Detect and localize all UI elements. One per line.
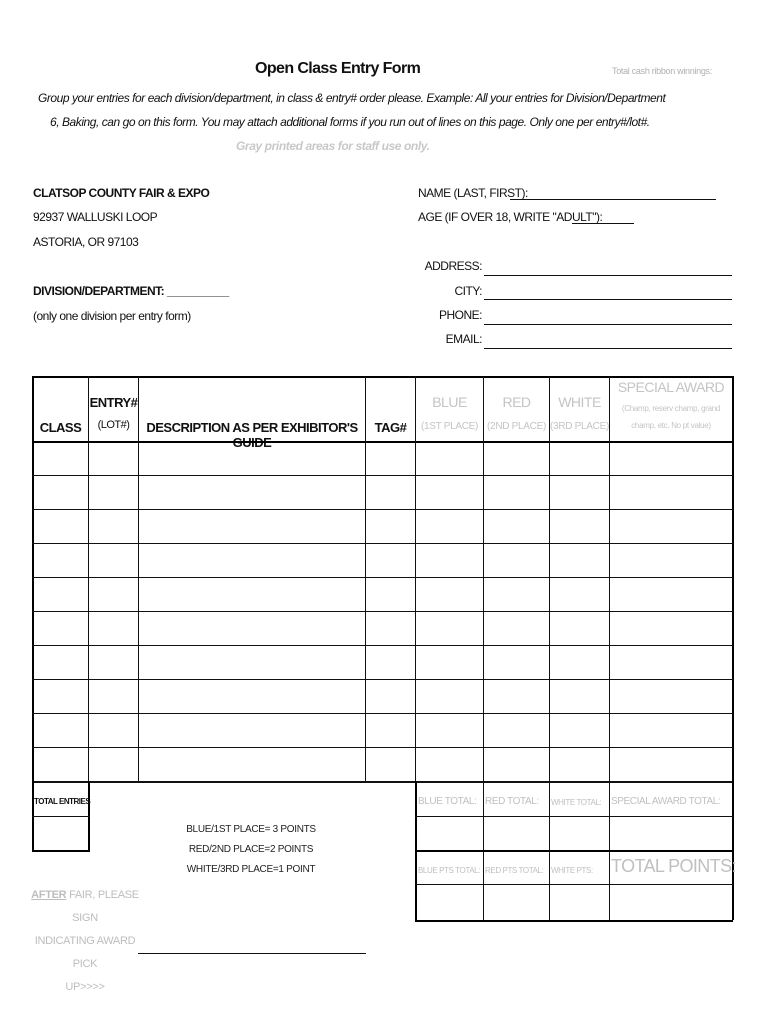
special-award-total-label: SPECIAL AWARD TOTAL: [611,796,721,807]
table-cell[interactable] [417,545,482,576]
table-cell[interactable] [417,443,482,474]
name-label: NAME (LAST, FIRST): [418,186,528,200]
total-points-label: TOTAL POINTS: [611,856,736,876]
table-cell[interactable] [611,443,731,474]
table-cell[interactable] [367,511,414,542]
col-header-red: RED [502,394,531,410]
table-cell[interactable] [551,647,608,678]
cash-winnings-note: Total cash ribbon winnings: [612,66,712,76]
points-red: RED/2ND PLACE=2 POINTS [188,844,314,855]
table-cell[interactable] [417,715,482,746]
table-cell[interactable] [367,477,414,508]
table-cell[interactable] [140,579,364,610]
city-label: CITY: [454,284,482,298]
totals-cell[interactable] [611,818,731,849]
table-cell[interactable] [611,511,731,542]
row-divider [32,509,733,510]
table-cell[interactable] [90,715,137,746]
row-divider [32,713,733,714]
table-cell[interactable] [367,681,414,712]
table-cell[interactable] [611,647,731,678]
column-divider [88,376,89,781]
column-divider [732,376,734,781]
totals-cell[interactable] [417,886,482,917]
table-cell[interactable] [485,715,548,746]
row-divider [32,679,733,680]
totals-cell[interactable] [551,886,608,917]
org-name: CLATSOP COUNTY FAIR & EXPO [33,186,210,200]
table-cell[interactable] [367,749,414,780]
table-cell[interactable] [140,545,364,576]
table-cell[interactable] [34,511,87,542]
table-cell[interactable] [417,613,482,644]
column-divider [415,376,416,781]
table-cell[interactable] [90,511,137,542]
age-label: AGE (IF OVER 18, WRITE "ADULT"): [418,210,603,224]
table-cell[interactable] [485,579,548,610]
row-divider [32,611,733,612]
total-entries-bottom [32,850,90,852]
table-cell[interactable] [485,443,548,474]
table-cell[interactable] [551,443,608,474]
table-cell[interactable] [551,749,608,780]
column-divider [138,376,139,781]
table-cell[interactable] [417,579,482,610]
totals-bottom-border [415,920,733,922]
table-cell[interactable] [90,443,137,474]
table-cell[interactable] [611,681,731,712]
staff-use-note: Gray printed areas for staff use only. [236,139,430,153]
table-cell[interactable] [551,681,608,712]
table-cell[interactable] [90,647,137,678]
table-cell[interactable] [140,613,364,644]
table-cell[interactable] [551,545,608,576]
table-cell[interactable] [140,715,364,746]
phone-label: PHONE: [438,308,482,322]
table-cell[interactable] [90,477,137,508]
table-cell[interactable] [485,749,548,780]
totals-cell[interactable] [485,886,548,917]
table-cell[interactable] [485,613,548,644]
table-cell[interactable] [417,647,482,678]
table-cell[interactable] [34,647,87,678]
column-divider [609,376,610,781]
totals-row-divider [415,816,733,817]
column-divider [483,376,484,781]
table-cell[interactable] [417,749,482,780]
row-divider [32,543,733,544]
table-cell[interactable] [611,749,731,780]
table-cell[interactable] [140,749,364,780]
table-cell[interactable] [90,749,137,780]
instructions-line-1: Group your entries for each division/department, in class & entry# order please. Example: All your entries for Division/Department [38,91,666,105]
total-entries-field[interactable] [35,818,87,849]
column-divider [549,376,550,781]
table-cell[interactable] [551,613,608,644]
row-divider [32,781,733,783]
table-cell[interactable] [140,511,364,542]
email-label: EMAIL: [445,332,482,346]
table-cell[interactable] [140,647,364,678]
table-cell[interactable] [90,613,137,644]
col-header-white-sub: (3RD PLACE) [550,421,609,432]
table-cell[interactable] [34,477,87,508]
table-cell[interactable] [367,545,414,576]
after-fair-note [30,884,140,999]
division-note: (only one division per entry form) [33,309,191,323]
total-entries-label: TOTAL ENTRIES [34,797,91,806]
table-cell[interactable] [611,579,731,610]
col-header-blue-sub: (1ST PLACE) [420,421,479,432]
table-cell[interactable] [611,715,731,746]
red-pts-total-label: RED PTS TOTAL: [485,866,544,875]
table-cell[interactable] [34,749,87,780]
totals-cell[interactable] [417,818,482,849]
totals-row-divider [415,850,733,852]
row-divider [32,747,733,748]
form-title: Open Class Entry Form [255,60,421,77]
table-cell[interactable] [611,613,731,644]
points-blue: BLUE/1ST PLACE= 3 POINTS [186,824,316,835]
col-header-lot: (LOT#) [97,419,130,431]
table-cell[interactable] [34,681,87,712]
address-label: ADDRESS: [424,259,482,273]
org-city: ASTORIA, OR 97103 [33,235,139,249]
row-divider [32,645,733,646]
red-total-label: RED TOTAL: [485,796,539,807]
instructions-line-2: 6, Baking, can go on this form. You may attach additional forms if you run out of lines on this page. Only one per entry#/lot#. [50,115,650,129]
division-label: DIVISION/DEPARTMENT: __________ [33,284,229,298]
table-cell[interactable] [485,681,548,712]
table-cell[interactable] [90,681,137,712]
table-cell[interactable] [611,477,731,508]
totals-row-divider [415,884,733,885]
column-divider [365,376,366,781]
after-fair-line2: INDICATING AWARD PICK [34,935,136,970]
table-cell[interactable] [34,545,87,576]
table-cell[interactable] [551,477,608,508]
white-total-label: WHITE TOTAL: [551,798,602,807]
row-divider [32,475,733,476]
table-cell[interactable] [367,443,414,474]
white-pts-label: WHITE PTS: [551,866,593,875]
col-header-description: DESCRIPTION AS PER EXHIBITOR'S [146,420,358,435]
table-cell[interactable] [417,681,482,712]
col-header-special-sub2: champ, etc. No pt value) [631,421,711,430]
table-cell[interactable] [90,545,137,576]
after-word: AFTER [31,889,67,901]
after-fair-line1: FAIR, PLEASE SIGN [66,889,139,924]
table-cell[interactable] [367,613,414,644]
table-cell[interactable] [417,511,482,542]
table-cell[interactable] [417,477,482,508]
table-cell[interactable] [551,511,608,542]
col-header-red-sub: (2ND PLACE) [487,421,546,432]
org-street: 92937 WALLUSKI LOOP [33,210,158,224]
totals-cell[interactable] [611,886,731,917]
table-cell[interactable] [485,545,548,576]
row-divider [32,577,733,578]
table-cell[interactable] [140,681,364,712]
table-cell[interactable] [140,477,364,508]
total-entries-divider [32,816,90,817]
col-header-white: WHITE [558,394,601,410]
col-header-special-sub1: (Champ, reserv champ, grand [621,404,721,413]
table-cell[interactable] [485,647,548,678]
col-header-tag: TAG# [374,420,407,435]
table-cell[interactable] [485,477,548,508]
signature-line[interactable] [138,953,366,954]
table-cell[interactable] [367,715,414,746]
table-cell[interactable] [34,443,87,474]
table-cell[interactable] [34,715,87,746]
table-cell[interactable] [140,443,364,474]
table-cell[interactable] [551,715,608,746]
table-cell[interactable] [611,545,731,576]
points-white: WHITE/3RD PLACE=1 POINT [186,864,316,875]
totals-cell[interactable] [551,818,608,849]
table-cell[interactable] [367,579,414,610]
col-header-entry: ENTRY# [89,395,138,410]
table-cell[interactable] [485,511,548,542]
blue-total-label: BLUE TOTAL: [418,796,477,807]
blue-pts-total-label: BLUE PTS TOTAL: [418,866,481,875]
table-cell[interactable] [34,579,87,610]
totals-cell[interactable] [485,818,548,849]
table-cell[interactable] [90,579,137,610]
table-cell[interactable] [551,579,608,610]
col-header-class: CLASS [39,420,82,435]
col-header-special: SPECIAL AWARD [617,379,725,395]
table-cell[interactable] [367,647,414,678]
table-cell[interactable] [34,613,87,644]
col-header-blue: BLUE [432,394,467,410]
after-fair-line3: UP>>>> [65,981,105,993]
